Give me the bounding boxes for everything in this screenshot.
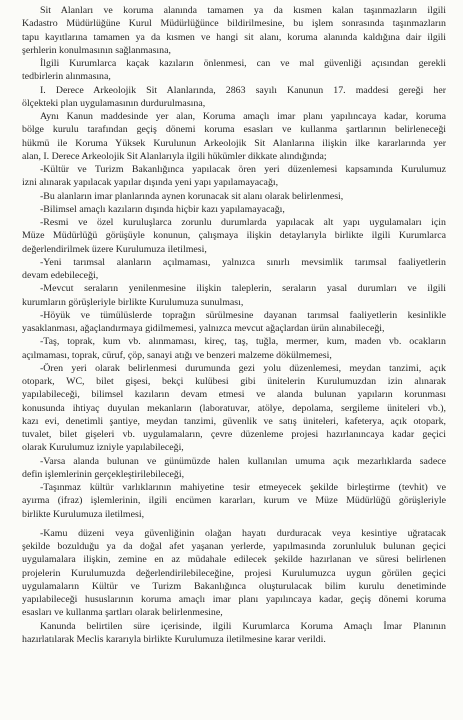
text-line: devam edebileceği, <box>22 270 99 281</box>
text-line: Sit Alanları ve koruma alanında tamamen ya da kısmen kalan taşınmazların ilgili <box>40 5 446 16</box>
paragraph-kadastro <box>22 4 446 57</box>
text-line: yapılabileceği hususlarının koruma amaçlı imar planı yapılıncaya kadar, geçiş dönemi koruma <box>22 594 446 605</box>
text-line: I. Derece Arkeolojik Sit Alanlarında, 2863 sayılı Kanunun 17. maddesi gereği her <box>40 84 446 96</box>
text-line: yasaklanması, ağaçlandırmaya gidilmemesi, yalnızca mevcut ağaçlardan ürün alınabileceği, <box>22 323 385 334</box>
text-line: şerhlerin konulmasının sağlanmasına, <box>22 44 171 56</box>
list-item-imar-plani <box>22 190 446 203</box>
list-item-bilimsel-kazi <box>22 203 446 216</box>
list-item-hoyuk <box>22 309 446 336</box>
paragraph-kacak-kazi <box>22 57 446 84</box>
text-line: -Taşınmaz kültür varlıklarının mahiyetine tesir etmeyecek şekilde birleştirme (tevhit) ve <box>40 482 446 493</box>
text-line: -Kültür ve Turizm Bakanlığınca yapılacak ören yeri düzenlemesi kapsamında Kurulumuz <box>40 164 446 175</box>
text-line: kurumların görüşleriyle birlikte Kurulumuza sunulması, <box>22 296 244 308</box>
text-line: -Taş, toprak, kum vb. alınmaması, kireç, taş, tuğla, mermer, kum, maden vb. ocakların <box>40 336 446 348</box>
text-line: -Mevcut seraların yenilenmesine ilişkin taleplerin, seraların yasal durumları ve ilgili <box>40 283 446 295</box>
text-line: birlikte Kurulumuza iletilmesi, <box>22 508 145 520</box>
text-line: ayırma (ifraz) işlemlerinin, ilgili encümen kararları, kurum ve Müze Müdürlüğü görüşleriyle <box>22 495 446 507</box>
text-line: -Kamu düzeni veya güvenliğinin olağan hayatı durduracak veya kesintiye uğratacak <box>40 527 446 539</box>
text-line: Müze Müdürlüğü görüşüyle konunun, çalışmaya ilişkin detaylarıyla birlikte ilgili Kurumlarca <box>22 230 446 242</box>
text-line: İlgili Kurumlarca kaçak kazıların önlenmesi, can ve mal güvenliği açısından gerekli <box>40 58 446 69</box>
text-line: kazı evi, denetimli şantiye, meydan tanzimi, güvenlik ve satış üniteleri, kafeterya, açık otopark, <box>22 415 446 427</box>
text-line: hazırlatılarak Meclis kararıyla birlikte Kurulumuza iletilmesine karar verildi. <box>22 633 326 645</box>
text-line: yapılabileceği, bilimsel kazıların devam etmesi ve alanda bulunan yapıların korunması <box>22 389 446 401</box>
text-line: açılmaması, toprak, cüruf, çöp, sanayi atığı ve benzeri malzeme dökülmemesi, <box>22 349 332 361</box>
text-line: -Höyük ve tümülüslerde toprağın sürülmesine dayanan tarımsal faaliyetlerin kesinlikle <box>40 309 446 321</box>
text-line: tapu kayıtlarına tamamen ya da kısmen ve hangi sit alanı, koruma alanında kaldığına dair ilgili <box>22 31 446 43</box>
paragraph-kanun-maddesi <box>22 110 446 163</box>
list-item-mezarlik <box>22 455 446 482</box>
text-line: hükmü ile Koruma Yüksek Kurulunun Arkeolojik Sit Alanlarına ilişkin ilke kararlarında yer <box>22 137 446 149</box>
list-item-ocaklar <box>22 335 446 362</box>
text-line: -Ören yeri olarak belirlenmesi durumunda gezi yolu düzenlemesi, meydan tanzimi, açık <box>40 362 446 374</box>
text-line: projelerin Kurulumuzda değerlendirilebileceğine, projesi Kurulumuzca uygun görülen geçici <box>22 567 446 579</box>
paragraph-plan-durdurma <box>22 84 446 111</box>
text-line: konusunda ihtiyaç duyulan mekanların (laboratuvar, atölye, depolama, sergileme üniteleri vb.), <box>22 402 446 414</box>
text-line: -Resmi ve özel kuruluşlarca zorunlu durumlarda yapılacak alt yapı uygulamaları için <box>40 217 446 228</box>
text-line: olarak Kurulumuz izniyle yapılabileceği, <box>22 442 184 454</box>
text-line: izni alınarak yapılacak yapılar dışında yeni yapı yapılamayacağı, <box>22 177 279 189</box>
text-line: ölçekteki plan uygulamasının durdurulmasına, <box>22 97 206 109</box>
text-line: -Varsa alanda bulunan ve günümüzde halen kullanılan umuma açık mezarlıklarda sadece <box>40 455 446 467</box>
list-item-tevhit-ifraz <box>22 481 446 521</box>
text-line: -Bu alanların imar planlarında aynen korunacak sit alanı olarak belirlenmesi, <box>40 190 344 202</box>
text-line: Aynı Kanun maddesinde yer alan, Koruma amaçlı imar planı yapılıncaya kadar, koruma <box>40 111 446 122</box>
list-item-kamu-duzeni <box>22 527 446 620</box>
text-line: -Bilimsel amaçlı kazıların dışında hiçbir kazı yapılamayacağı, <box>40 203 285 215</box>
list-item-gezi-yolu <box>22 362 446 455</box>
list-item-seralar <box>22 282 446 309</box>
text-line: otopark, WC, bilet gişesi, bekçi kulübesi gibi ünitelerin Kurulumuzdan izin alınarak <box>22 376 446 387</box>
text-line: bölge kurulu tarafından geçiş dönemi koruma esasları ve kullanma şartlarının belirleneceği <box>22 124 446 136</box>
text-line: uygulamaların Kültür ve Turizm Bakanlığınca oluşturulacak bilim kurulu denetiminde <box>22 580 446 592</box>
list-item-oren-yeri <box>22 163 446 190</box>
list-item-tarimsal-alan <box>22 256 446 283</box>
text-line: esasları ve kullanma şartları olarak belirlenmesine, <box>22 607 223 619</box>
text-line: şekilde bozulduğu ya da doğal afet yaşanan yerlerde, yapılmasında zorunluluk bulunan geçici <box>22 541 446 552</box>
text-line: Kanunda belirtilen süre içerisinde, ilgili Kurumlarca Koruma Amaçlı İmar Planının <box>40 620 446 632</box>
paragraph-karar <box>22 620 446 647</box>
text-line: alan, I. Derece Arkeolojik Sit Alanlarıyla ilgili hükümler dikkate alındığında; <box>22 150 327 162</box>
list-item-alt-yapi <box>22 216 446 256</box>
text-line: değerlendirilmek üzere Kurulumuza iletilmesi, <box>22 243 207 255</box>
text-line: uygulamalara ilişkin, zemine en az müdahale edilecek şekilde hazırlanan ve süresi belirlenen <box>22 554 446 566</box>
text-line: tuvalet, bilet gişeleri vb. uygulamaların, çevre düzenleme projesi hazırlanıncaya kadar geçici <box>22 429 446 440</box>
text-line: Kadastro Müdürlüğüne Kurul Müdürlüğünce bildirilmesine, bu işlem sonrasında taşınmazların <box>22 18 446 30</box>
text-line: tedbirlerin alınmasına, <box>22 71 111 83</box>
text-line: defin işlemlerinin gerçekleştirilebileceği, <box>22 468 185 480</box>
text-line: -Yeni tarımsal alanların açılmaması, yalnızca sınırlı mevsimlik tarımsal faaliyetlerin <box>40 256 446 268</box>
